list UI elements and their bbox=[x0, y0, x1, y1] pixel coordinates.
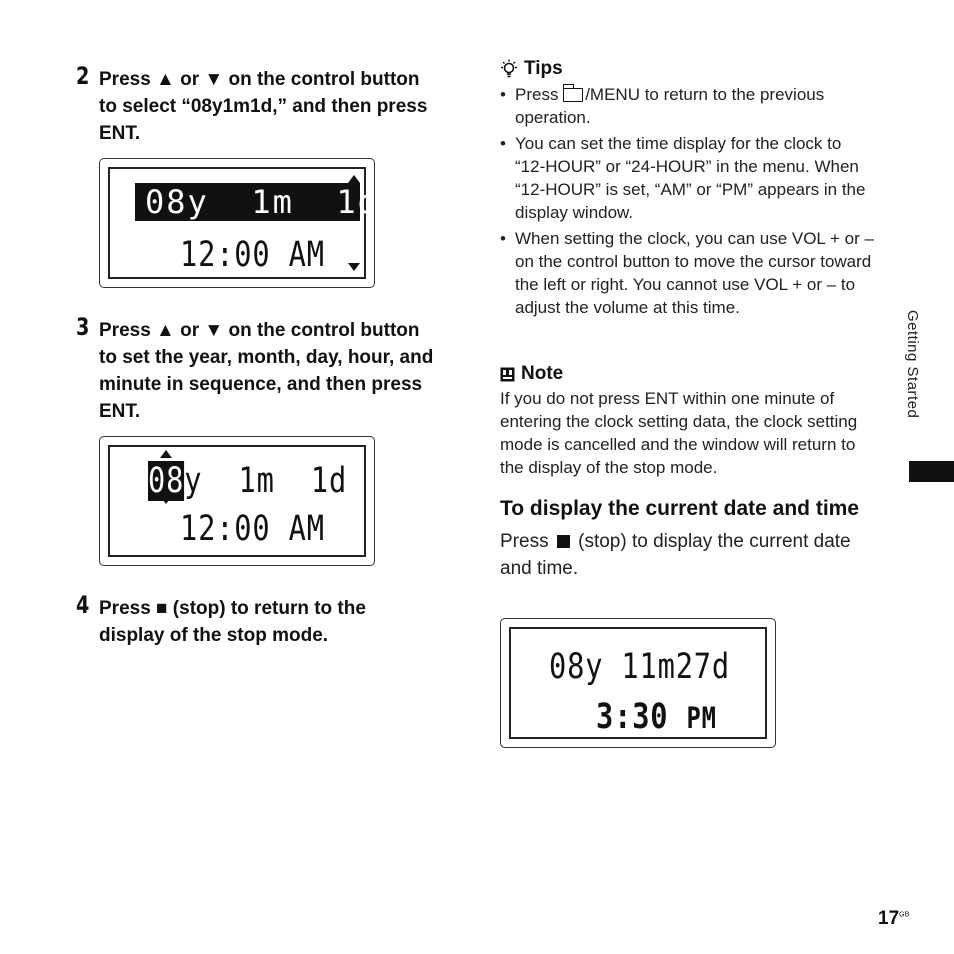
page-number bbox=[878, 908, 909, 930]
side-section-label: Getting Started bbox=[904, 310, 921, 419]
lcd-time-row bbox=[596, 697, 717, 738]
note-title: Note bbox=[521, 363, 564, 384]
lcd-date: 08y 11m27d bbox=[549, 647, 730, 687]
tip-item bbox=[500, 83, 876, 129]
lcd-screen bbox=[108, 445, 366, 557]
note-icon bbox=[500, 367, 515, 382]
lcd-time: 12:00 AM bbox=[180, 509, 325, 549]
cursor-down-icon bbox=[160, 496, 172, 504]
page-number-suffix: GB bbox=[899, 911, 910, 919]
cursor-up-icon bbox=[160, 450, 172, 458]
scroll-down-icon bbox=[348, 263, 360, 271]
lcd-ampm: PM bbox=[686, 701, 717, 735]
lcd-cursor-year: 08 bbox=[148, 461, 185, 501]
lcd-date-highlighted: 08y 1m 1d bbox=[135, 183, 360, 221]
step-number: 3 bbox=[76, 313, 90, 341]
note-text: If you do not press ENT within one minute of entering the clock setting data, the clock setting mode is cancelled and the window will return to the display of the stop mode. bbox=[500, 389, 858, 477]
step-number: 2 bbox=[76, 62, 90, 90]
lcd-display-select bbox=[99, 158, 379, 288]
scroll-up-icon bbox=[348, 175, 360, 183]
section-title: To display the current date and time bbox=[500, 497, 860, 520]
lcd-time: 12:00 AM bbox=[180, 235, 325, 275]
step-3 bbox=[76, 313, 436, 425]
tips-section bbox=[500, 58, 876, 322]
page-number-value: 17 bbox=[878, 908, 900, 929]
lcd-display-set bbox=[99, 436, 375, 566]
lcd-display-current bbox=[500, 618, 776, 748]
tip-text-post: /MENU to return to the previous operation. bbox=[515, 85, 825, 127]
tip-text-pre: Press bbox=[515, 85, 564, 104]
lcd-screen bbox=[108, 167, 379, 279]
tip-item: • You can set the time display for the clock to “12-HOUR” or “24-HOUR” in the menu. When “12-HOUR” is set, “AM” or “PM” appears in the display window. bbox=[500, 132, 876, 224]
note-section bbox=[500, 363, 876, 479]
lightbulb-icon bbox=[500, 59, 518, 79]
lcd-date-rest: y 1m 1d bbox=[184, 461, 348, 501]
section-text-post: (stop) to display the current date and time. bbox=[500, 531, 851, 579]
current-date-section bbox=[500, 495, 876, 582]
tips-list bbox=[500, 83, 876, 319]
step-4 bbox=[76, 591, 436, 649]
lcd-screen bbox=[509, 627, 767, 739]
section-text-pre: Press bbox=[500, 531, 554, 552]
folder-icon bbox=[563, 88, 583, 102]
note-heading bbox=[500, 363, 876, 385]
tips-heading bbox=[500, 58, 876, 80]
step-2 bbox=[76, 62, 436, 147]
step-number: 4 bbox=[76, 591, 90, 619]
tip-item: • When setting the clock, you can use VOL + or – on the control button to move the cursor toward the left or right. You cannot use VOL + or – to adjust the volume at this time. bbox=[500, 227, 876, 319]
tips-title: Tips bbox=[524, 58, 563, 79]
step-text: Press ▲ or ▼ on the control button to set the year, month, day, hour, and minute in sequence, and then press ENT. bbox=[99, 320, 434, 422]
lcd-date bbox=[148, 461, 347, 501]
step-text: Press ▲ or ▼ on the control button to select “08y1m1d,” and then press ENT. bbox=[99, 69, 428, 144]
lcd-time: 3:30 bbox=[596, 697, 669, 737]
section-tab-marker bbox=[909, 461, 954, 482]
step-text: Press ■ (stop) to return to the display of the stop mode. bbox=[99, 598, 366, 646]
section-text bbox=[500, 528, 876, 582]
stop-icon bbox=[557, 535, 570, 548]
